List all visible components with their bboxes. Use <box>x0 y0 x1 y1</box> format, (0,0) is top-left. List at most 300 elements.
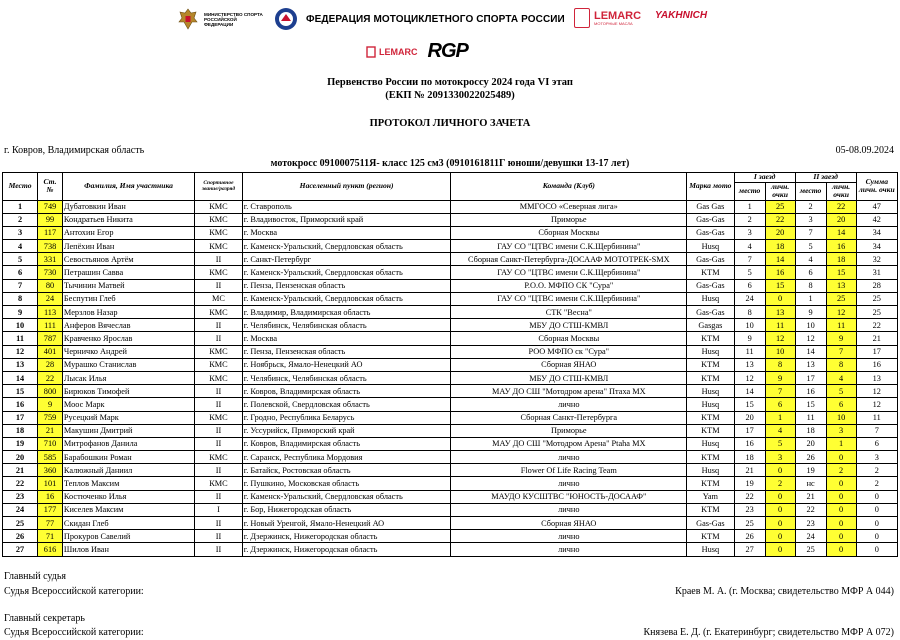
cell-team: Р.О.О. МФПО СК "Сура" <box>451 279 687 292</box>
cell-num: 16 <box>38 490 63 503</box>
cell-place: 25 <box>3 517 38 530</box>
venue: г. Ковров, Владимирская область <box>4 145 145 156</box>
cell-place: 23 <box>3 490 38 503</box>
cell-total: 0 <box>856 543 897 556</box>
lemarc-subtitle: МОТОРНЫЕ МАСЛА <box>594 20 633 26</box>
cell-p1: 27 <box>734 543 765 556</box>
cell-bike: Gas-Gas <box>687 517 735 530</box>
cell-num: 360 <box>38 464 63 477</box>
cell-rank: I <box>195 503 243 516</box>
cell-name: Макушин Дмитрий <box>62 424 194 437</box>
cell-p2: 8 <box>795 279 826 292</box>
cell-team: Flower Of Life Racing Team <box>451 464 687 477</box>
cell-p2: 22 <box>795 503 826 516</box>
cell-name: Митрофанов Данила <box>62 437 194 450</box>
cell-team: Приморье <box>451 213 687 226</box>
col-city-header: Населенный пункт (регион) <box>242 173 451 201</box>
cell-num: 113 <box>38 306 63 319</box>
table-row <box>3 371 898 384</box>
cell-city: г. Дзержинск, Нижегородская область <box>242 543 451 556</box>
cell-num: 759 <box>38 411 63 424</box>
cell-place: 17 <box>3 411 38 424</box>
cell-s2: 25 <box>826 292 856 305</box>
cell-place: 7 <box>3 279 38 292</box>
cell-rank: II <box>195 543 243 556</box>
judge-category: Судья Всероссийской категории: <box>4 586 144 597</box>
cell-rank: II <box>195 253 243 266</box>
cell-team: МАУДО КУСШТВС "ЮНОСТЬ-ДОСААФ" <box>451 490 687 503</box>
cell-bike: KTM <box>687 266 735 279</box>
cell-s1: 5 <box>765 437 795 450</box>
mfr-logo-icon <box>274 7 298 31</box>
sponsor-row-bottom <box>366 40 468 63</box>
cell-p2: нс <box>795 477 826 490</box>
cell-p1: 1 <box>734 200 765 213</box>
cell-place: 4 <box>3 240 38 253</box>
cell-name: Мурашко Станислав <box>62 358 194 371</box>
cell-s1: 22 <box>765 213 795 226</box>
table-row <box>3 424 898 437</box>
cell-num: 585 <box>38 451 63 464</box>
event-date: 05-08.09.2024 <box>835 145 894 156</box>
cell-rank: КМС <box>195 200 243 213</box>
cell-p2: 19 <box>795 464 826 477</box>
table-row <box>3 543 898 556</box>
cell-s2: 0 <box>826 543 856 556</box>
cell-p2: 14 <box>795 345 826 358</box>
secretary-category: Судья Всероссийской категории: <box>4 627 144 638</box>
race2-header: II заезд <box>795 173 856 183</box>
race1-pos-header: место <box>734 182 765 200</box>
cell-num: 77 <box>38 517 63 530</box>
protocol-title: ПРОТОКОЛ ЛИЧНОГО ЗАЧЕТА <box>369 118 531 129</box>
cell-p1: 17 <box>734 424 765 437</box>
cell-city: г. Ковров, Владимирская область <box>242 385 451 398</box>
cell-s1: 2 <box>765 477 795 490</box>
cell-s2: 11 <box>826 319 856 332</box>
cell-name: Бирюков Тимофей <box>62 385 194 398</box>
cell-rank: КМС <box>195 240 243 253</box>
col-name-header: Фамилия, Имя участника <box>62 173 194 201</box>
cell-name: Лысак Илья <box>62 371 194 384</box>
table-row <box>3 200 898 213</box>
cell-rank: II <box>195 279 243 292</box>
cell-s1: 1 <box>765 411 795 424</box>
cell-s1: 16 <box>765 266 795 279</box>
race2-pts-header: личн. очки <box>826 182 856 200</box>
col-team-header: Команда (Клуб) <box>451 173 687 201</box>
cell-city: г. Челябинск, Челябинская область <box>242 319 451 332</box>
cell-p2: 26 <box>795 451 826 464</box>
cell-place: 5 <box>3 253 38 266</box>
cell-total: 17 <box>856 345 897 358</box>
cell-s2: 7 <box>826 345 856 358</box>
cell-team: МАУ ДО СШ "Мотодром арена" Птаха МХ <box>451 385 687 398</box>
cell-p2: 3 <box>795 213 826 226</box>
cell-bike: KTM <box>687 503 735 516</box>
yakhnich-logo: YAKHNICH <box>655 10 708 21</box>
cell-name: Кондратьев Никита <box>62 213 194 226</box>
cell-total: 2 <box>856 477 897 490</box>
cell-city: г. Москва <box>242 332 451 345</box>
table-row <box>3 306 898 319</box>
cell-s1: 18 <box>765 240 795 253</box>
cell-p1: 25 <box>734 517 765 530</box>
cell-s2: 12 <box>826 306 856 319</box>
cell-p1: 7 <box>734 253 765 266</box>
cell-num: 800 <box>38 385 63 398</box>
cell-city: г. Гродно, Республика Беларусь <box>242 411 451 424</box>
cell-name: Барабошкин Роман <box>62 451 194 464</box>
table-row <box>3 319 898 332</box>
lemarc-text: LEMARC <box>594 9 642 22</box>
cell-team: МБУ ДО СТШ-КМВЛ <box>451 319 687 332</box>
cell-p2: 18 <box>795 424 826 437</box>
table-row <box>3 345 898 358</box>
cell-p1: 13 <box>734 358 765 371</box>
cell-num: 738 <box>38 240 63 253</box>
cell-team: ГАУ СО "ЦТВС имени С.К.Щербинина" <box>451 292 687 305</box>
cell-s2: 0 <box>826 490 856 503</box>
cell-num: 22 <box>38 371 63 384</box>
lemarc-logo-small <box>366 46 418 58</box>
race1-pts-header: личн. очки <box>765 182 795 200</box>
table-row <box>3 279 898 292</box>
cell-team: СТК "Весна" <box>451 306 687 319</box>
cell-city: г. Санкт-Петербург <box>242 253 451 266</box>
cell-team: Сборная ЯНАО <box>451 517 687 530</box>
cell-rank: КМС <box>195 411 243 424</box>
cell-total: 28 <box>856 279 897 292</box>
cell-p2: 23 <box>795 517 826 530</box>
cell-total: 31 <box>856 266 897 279</box>
cell-s1: 6 <box>765 398 795 411</box>
lemarc-small-text: LEMARC <box>379 46 418 57</box>
cell-team: лично <box>451 451 687 464</box>
cell-p1: 15 <box>734 398 765 411</box>
cell-p1: 21 <box>734 464 765 477</box>
cell-rank: КМС <box>195 371 243 384</box>
cell-num: 80 <box>38 279 63 292</box>
table-row <box>3 451 898 464</box>
cell-p1: 2 <box>734 213 765 226</box>
table-row <box>3 503 898 516</box>
judge-title: Главный судья <box>4 571 67 582</box>
cell-s2: 5 <box>826 385 856 398</box>
cell-rank: КМС <box>195 213 243 226</box>
cell-place: 20 <box>3 451 38 464</box>
cell-s1: 0 <box>765 543 795 556</box>
cell-place: 18 <box>3 424 38 437</box>
cell-p1: 6 <box>734 279 765 292</box>
cell-place: 1 <box>3 200 38 213</box>
cell-place: 26 <box>3 530 38 543</box>
cell-p2: 20 <box>795 437 826 450</box>
cell-rank: КМС <box>195 306 243 319</box>
cell-p2: 2 <box>795 200 826 213</box>
cell-total: 0 <box>856 530 897 543</box>
cell-total: 12 <box>856 385 897 398</box>
cell-city: г. Пенза, Пензенская область <box>242 345 451 358</box>
cell-total: 3 <box>856 451 897 464</box>
cell-bike: Husq <box>687 398 735 411</box>
cell-s1: 12 <box>765 332 795 345</box>
cell-name: Шилов Иван <box>62 543 194 556</box>
cell-bike: KTM <box>687 332 735 345</box>
cell-name: Антохин Егор <box>62 226 194 239</box>
cell-name: Тычинин Матвей <box>62 279 194 292</box>
cell-rank: II <box>195 530 243 543</box>
cell-rank: КМС <box>195 451 243 464</box>
cell-p1: 18 <box>734 451 765 464</box>
cell-bike: Gas Gas <box>687 200 735 213</box>
cell-place: 9 <box>3 306 38 319</box>
table-row <box>3 226 898 239</box>
cell-s2: 0 <box>826 451 856 464</box>
cell-team: Сборная Санкт-Петербурга-ДОСААФ МОТОТРЕК-SMX <box>451 253 687 266</box>
col-bike-header: Марка мото <box>687 173 735 201</box>
cell-bike: KTM <box>687 411 735 424</box>
cell-bike: Husq <box>687 240 735 253</box>
class-title: мотокросс 0910007511Я- класс 125 см3 (0910161811Г юноши/девушки 13-17 лет) <box>270 158 630 169</box>
cell-team: лично <box>451 398 687 411</box>
cell-num: 99 <box>38 213 63 226</box>
cell-total: 7 <box>856 424 897 437</box>
cell-s2: 14 <box>826 226 856 239</box>
table-row <box>3 253 898 266</box>
rgp-text: RGP <box>427 40 468 62</box>
secretary-name: Князева Е. Д. (г. Екатеринбург; свидетельство МФР А 072) <box>643 627 894 638</box>
cell-num: 787 <box>38 332 63 345</box>
cell-rank: II <box>195 437 243 450</box>
cell-rank: II <box>195 464 243 477</box>
cell-city: г. Батайск, Ростовская область <box>242 464 451 477</box>
cell-team: ГАУ СО "ЦТВС имени С.К.Щербинина" <box>451 240 687 253</box>
cell-num: 21 <box>38 424 63 437</box>
cell-name: Киселев Максим <box>62 503 194 516</box>
cell-s2: 0 <box>826 517 856 530</box>
cell-rank: КМС <box>195 358 243 371</box>
cell-rank: МС <box>195 292 243 305</box>
cell-city: г. Каменск-Уральский, Свердловская область <box>242 292 451 305</box>
cell-place: 15 <box>3 385 38 398</box>
cell-bike: Yam <box>687 490 735 503</box>
cell-s1: 4 <box>765 424 795 437</box>
cell-p2: 7 <box>795 226 826 239</box>
cell-bike: Husq <box>687 437 735 450</box>
cell-name: Моос Марк <box>62 398 194 411</box>
cell-name: Черничко Андрей <box>62 345 194 358</box>
cell-s1: 20 <box>765 226 795 239</box>
cell-bike: Gas-Gas <box>687 306 735 319</box>
table-row <box>3 213 898 226</box>
cell-s1: 3 <box>765 451 795 464</box>
cell-place: 16 <box>3 398 38 411</box>
cell-name: Петрашин Савва <box>62 266 194 279</box>
table-row <box>3 530 898 543</box>
cell-s2: 8 <box>826 358 856 371</box>
ministry-logo-text: МИНИСТЕРСТВО СПОРТА РОССИЙСКОЙ ФЕДЕРАЦИИ <box>204 11 263 27</box>
cell-total: 34 <box>856 240 897 253</box>
cell-s1: 0 <box>765 503 795 516</box>
table-row <box>3 437 898 450</box>
cell-p1: 10 <box>734 319 765 332</box>
col-place-header: Место <box>3 173 38 201</box>
cell-num: 111 <box>38 319 63 332</box>
cell-p2: 15 <box>795 398 826 411</box>
cell-place: 2 <box>3 213 38 226</box>
cell-total: 16 <box>856 358 897 371</box>
cell-num: 730 <box>38 266 63 279</box>
cell-s1: 9 <box>765 371 795 384</box>
cell-rank: II <box>195 517 243 530</box>
cell-bike: Gas-Gas <box>687 279 735 292</box>
cell-city: г. Ковров, Владимирская область <box>242 437 451 450</box>
cell-total: 2 <box>856 464 897 477</box>
cell-rank: КМС <box>195 477 243 490</box>
cell-p1: 3 <box>734 226 765 239</box>
cell-rank: II <box>195 424 243 437</box>
cell-num: 24 <box>38 292 63 305</box>
cell-p1: 5 <box>734 266 765 279</box>
cell-total: 22 <box>856 319 897 332</box>
cell-s2: 22 <box>826 200 856 213</box>
cell-p2: 11 <box>795 411 826 424</box>
cell-bike: KTM <box>687 477 735 490</box>
cell-num: 331 <box>38 253 63 266</box>
results-body <box>3 200 898 556</box>
table-row <box>3 266 898 279</box>
cell-total: 21 <box>856 332 897 345</box>
cell-team: Сборная ЯНАО <box>451 358 687 371</box>
cell-total: 47 <box>856 200 897 213</box>
cell-city: г. Москва <box>242 226 451 239</box>
ekp-number: (ЕКП № 2091330022025489) <box>385 90 515 101</box>
cell-num: 101 <box>38 477 63 490</box>
lemarc-mark-small-icon <box>366 46 376 58</box>
cell-bike: Gas-Gas <box>687 226 735 239</box>
cell-bike: Husq <box>687 385 735 398</box>
cell-city: г. Дзержинск, Нижегородская область <box>242 530 451 543</box>
cell-p1: 24 <box>734 292 765 305</box>
cell-city: г. Пушкино, Московская область <box>242 477 451 490</box>
table-row <box>3 292 898 305</box>
cell-rank: КМС <box>195 226 243 239</box>
secretary-title: Главный секретарь <box>4 613 85 624</box>
cell-p2: 5 <box>795 240 826 253</box>
cell-team: МБУ ДО СТШ-КМВЛ <box>451 371 687 384</box>
cell-total: 42 <box>856 213 897 226</box>
cell-s1: 0 <box>765 490 795 503</box>
cell-team: РОО МФПО ск "Сура" <box>451 345 687 358</box>
cell-total: 6 <box>856 437 897 450</box>
cell-bike: KTM <box>687 424 735 437</box>
cell-num: 616 <box>38 543 63 556</box>
cell-total: 0 <box>856 490 897 503</box>
cell-team: Сборная Москвы <box>451 332 687 345</box>
table-row <box>3 358 898 371</box>
cell-city: г. Владивосток, Приморский край <box>242 213 451 226</box>
table-row <box>3 240 898 253</box>
cell-p1: 26 <box>734 530 765 543</box>
cell-place: 22 <box>3 477 38 490</box>
federation-name: ФЕДЕРАЦИЯ МОТОЦИКЛЕТНОГО СПОРТА РОССИИ <box>306 13 565 25</box>
cell-p2: 13 <box>795 358 826 371</box>
cell-place: 24 <box>3 503 38 516</box>
lemarc-logo <box>574 8 641 28</box>
cell-city: г. Каменск-Уральский, Свердловская область <box>242 490 451 503</box>
cell-num: 401 <box>38 345 63 358</box>
cell-s2: 18 <box>826 253 856 266</box>
cell-name: Дубатовкин Иван <box>62 200 194 213</box>
cell-city: г. Каменск-Уральский, Свердловская область <box>242 266 451 279</box>
cell-team: ММГОСО «Северная лига» <box>451 200 687 213</box>
cell-bike: Husq <box>687 345 735 358</box>
cell-name: Лепёхин Иван <box>62 240 194 253</box>
cell-total: 13 <box>856 371 897 384</box>
cell-city: г. Пенза, Пензенская область <box>242 279 451 292</box>
cell-bike: KTM <box>687 530 735 543</box>
cell-num: 28 <box>38 358 63 371</box>
cell-s2: 2 <box>826 464 856 477</box>
col-number-header: Ст. № <box>38 173 63 201</box>
cell-total: 25 <box>856 306 897 319</box>
cell-p2: 9 <box>795 306 826 319</box>
cell-rank: II <box>195 398 243 411</box>
cell-total: 0 <box>856 517 897 530</box>
cell-name: Прокуров Савелий <box>62 530 194 543</box>
cell-city: г. Каменск-Уральский, Свердловская область <box>242 240 451 253</box>
russian-emblem-icon <box>178 7 198 31</box>
cell-p2: 25 <box>795 543 826 556</box>
cell-rank: II <box>195 319 243 332</box>
table-row <box>3 398 898 411</box>
cell-city: г. Ставрополь <box>242 200 451 213</box>
cell-name: Скидан Глеб <box>62 517 194 530</box>
cell-name: Кравченко Ярослав <box>62 332 194 345</box>
table-row <box>3 477 898 490</box>
cell-name: Теплов Максим <box>62 477 194 490</box>
cell-s1: 14 <box>765 253 795 266</box>
cell-p1: 20 <box>734 411 765 424</box>
cell-bike: Gas-Gas <box>687 213 735 226</box>
cell-rank: КМС <box>195 266 243 279</box>
race2-pos-header: место <box>795 182 826 200</box>
cell-s1: 8 <box>765 358 795 371</box>
cell-name: Калюжный Даниил <box>62 464 194 477</box>
cell-bike: KTM <box>687 358 735 371</box>
cell-s2: 15 <box>826 266 856 279</box>
cell-s2: 10 <box>826 411 856 424</box>
cell-num: 749 <box>38 200 63 213</box>
cell-total: 12 <box>856 398 897 411</box>
cell-p2: 24 <box>795 530 826 543</box>
cell-s2: 13 <box>826 279 856 292</box>
cell-s2: 0 <box>826 477 856 490</box>
cell-num: 710 <box>38 437 63 450</box>
table-row <box>3 411 898 424</box>
cell-s2: 4 <box>826 371 856 384</box>
cell-bike: Husq <box>687 292 735 305</box>
cell-s2: 6 <box>826 398 856 411</box>
cell-place: 12 <box>3 345 38 358</box>
cell-s2: 0 <box>826 530 856 543</box>
cell-rank: КМС <box>195 345 243 358</box>
cell-city: г. Саранск, Республика Мордовия <box>242 451 451 464</box>
table-row <box>3 490 898 503</box>
cell-p1: 14 <box>734 385 765 398</box>
cell-s1: 0 <box>765 517 795 530</box>
